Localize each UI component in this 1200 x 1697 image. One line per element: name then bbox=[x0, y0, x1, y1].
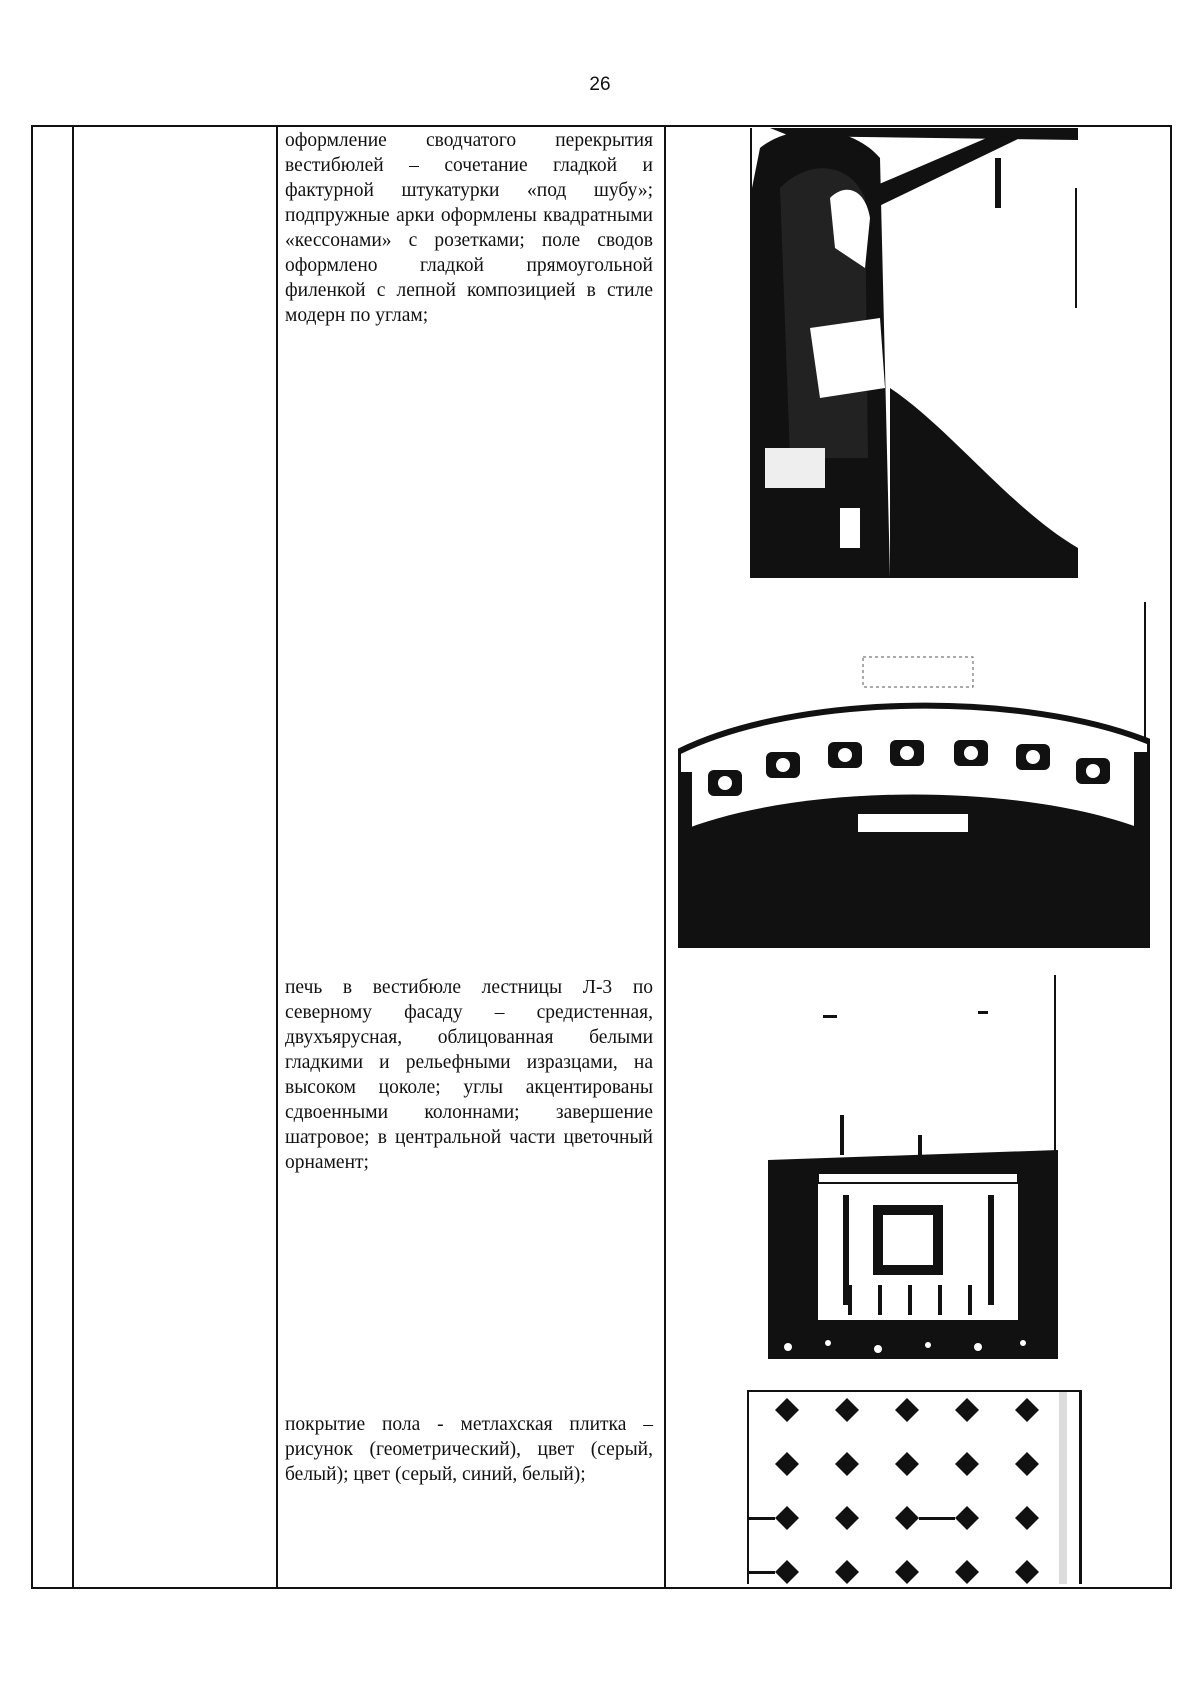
table-bottom-border bbox=[31, 1587, 1172, 1589]
photo-arch-coffers bbox=[678, 602, 1150, 948]
description-vault: оформление сводчатого перекрытия вестибюлей – сочетание гладкой и фактурной штукатурки «под шубу»; подпружные арки оформлены квадратными «кессонами» с розетками; поле сводов оформлено гладкой прямоугольной филенкой с лепной композицией в стиле модерн по углам; bbox=[285, 130, 653, 326]
page-number: 26 bbox=[589, 74, 611, 95]
photo-floor-tiles bbox=[747, 1390, 1082, 1584]
description-stove: печь в вестибюле лестницы Л-3 по северному фасаду – средистенная, двухъярусная, облицованная белыми гладкими и рельефными изразцами, на высоком цоколе; углы акцентированы сдвоенными колоннами; завершение шатровое; в центральной части цветочный орнамент; bbox=[285, 977, 653, 1173]
description-floor: покрытие пола - метлахская плитка – рисунок (геометрический), цвет (серый, белый); цвет (серый, синий, белый); bbox=[285, 1414, 653, 1485]
table-col-border-5 bbox=[1170, 126, 1172, 1588]
table-top-border bbox=[31, 125, 1172, 127]
photo-tiled-stove bbox=[768, 975, 1058, 1359]
table-col-border-4 bbox=[664, 126, 666, 1588]
table-col-border-2 bbox=[72, 126, 74, 1588]
table-col-border-3 bbox=[276, 126, 278, 1588]
table-col-border-1 bbox=[31, 126, 33, 1588]
photo-vault-corridor bbox=[750, 128, 1078, 578]
